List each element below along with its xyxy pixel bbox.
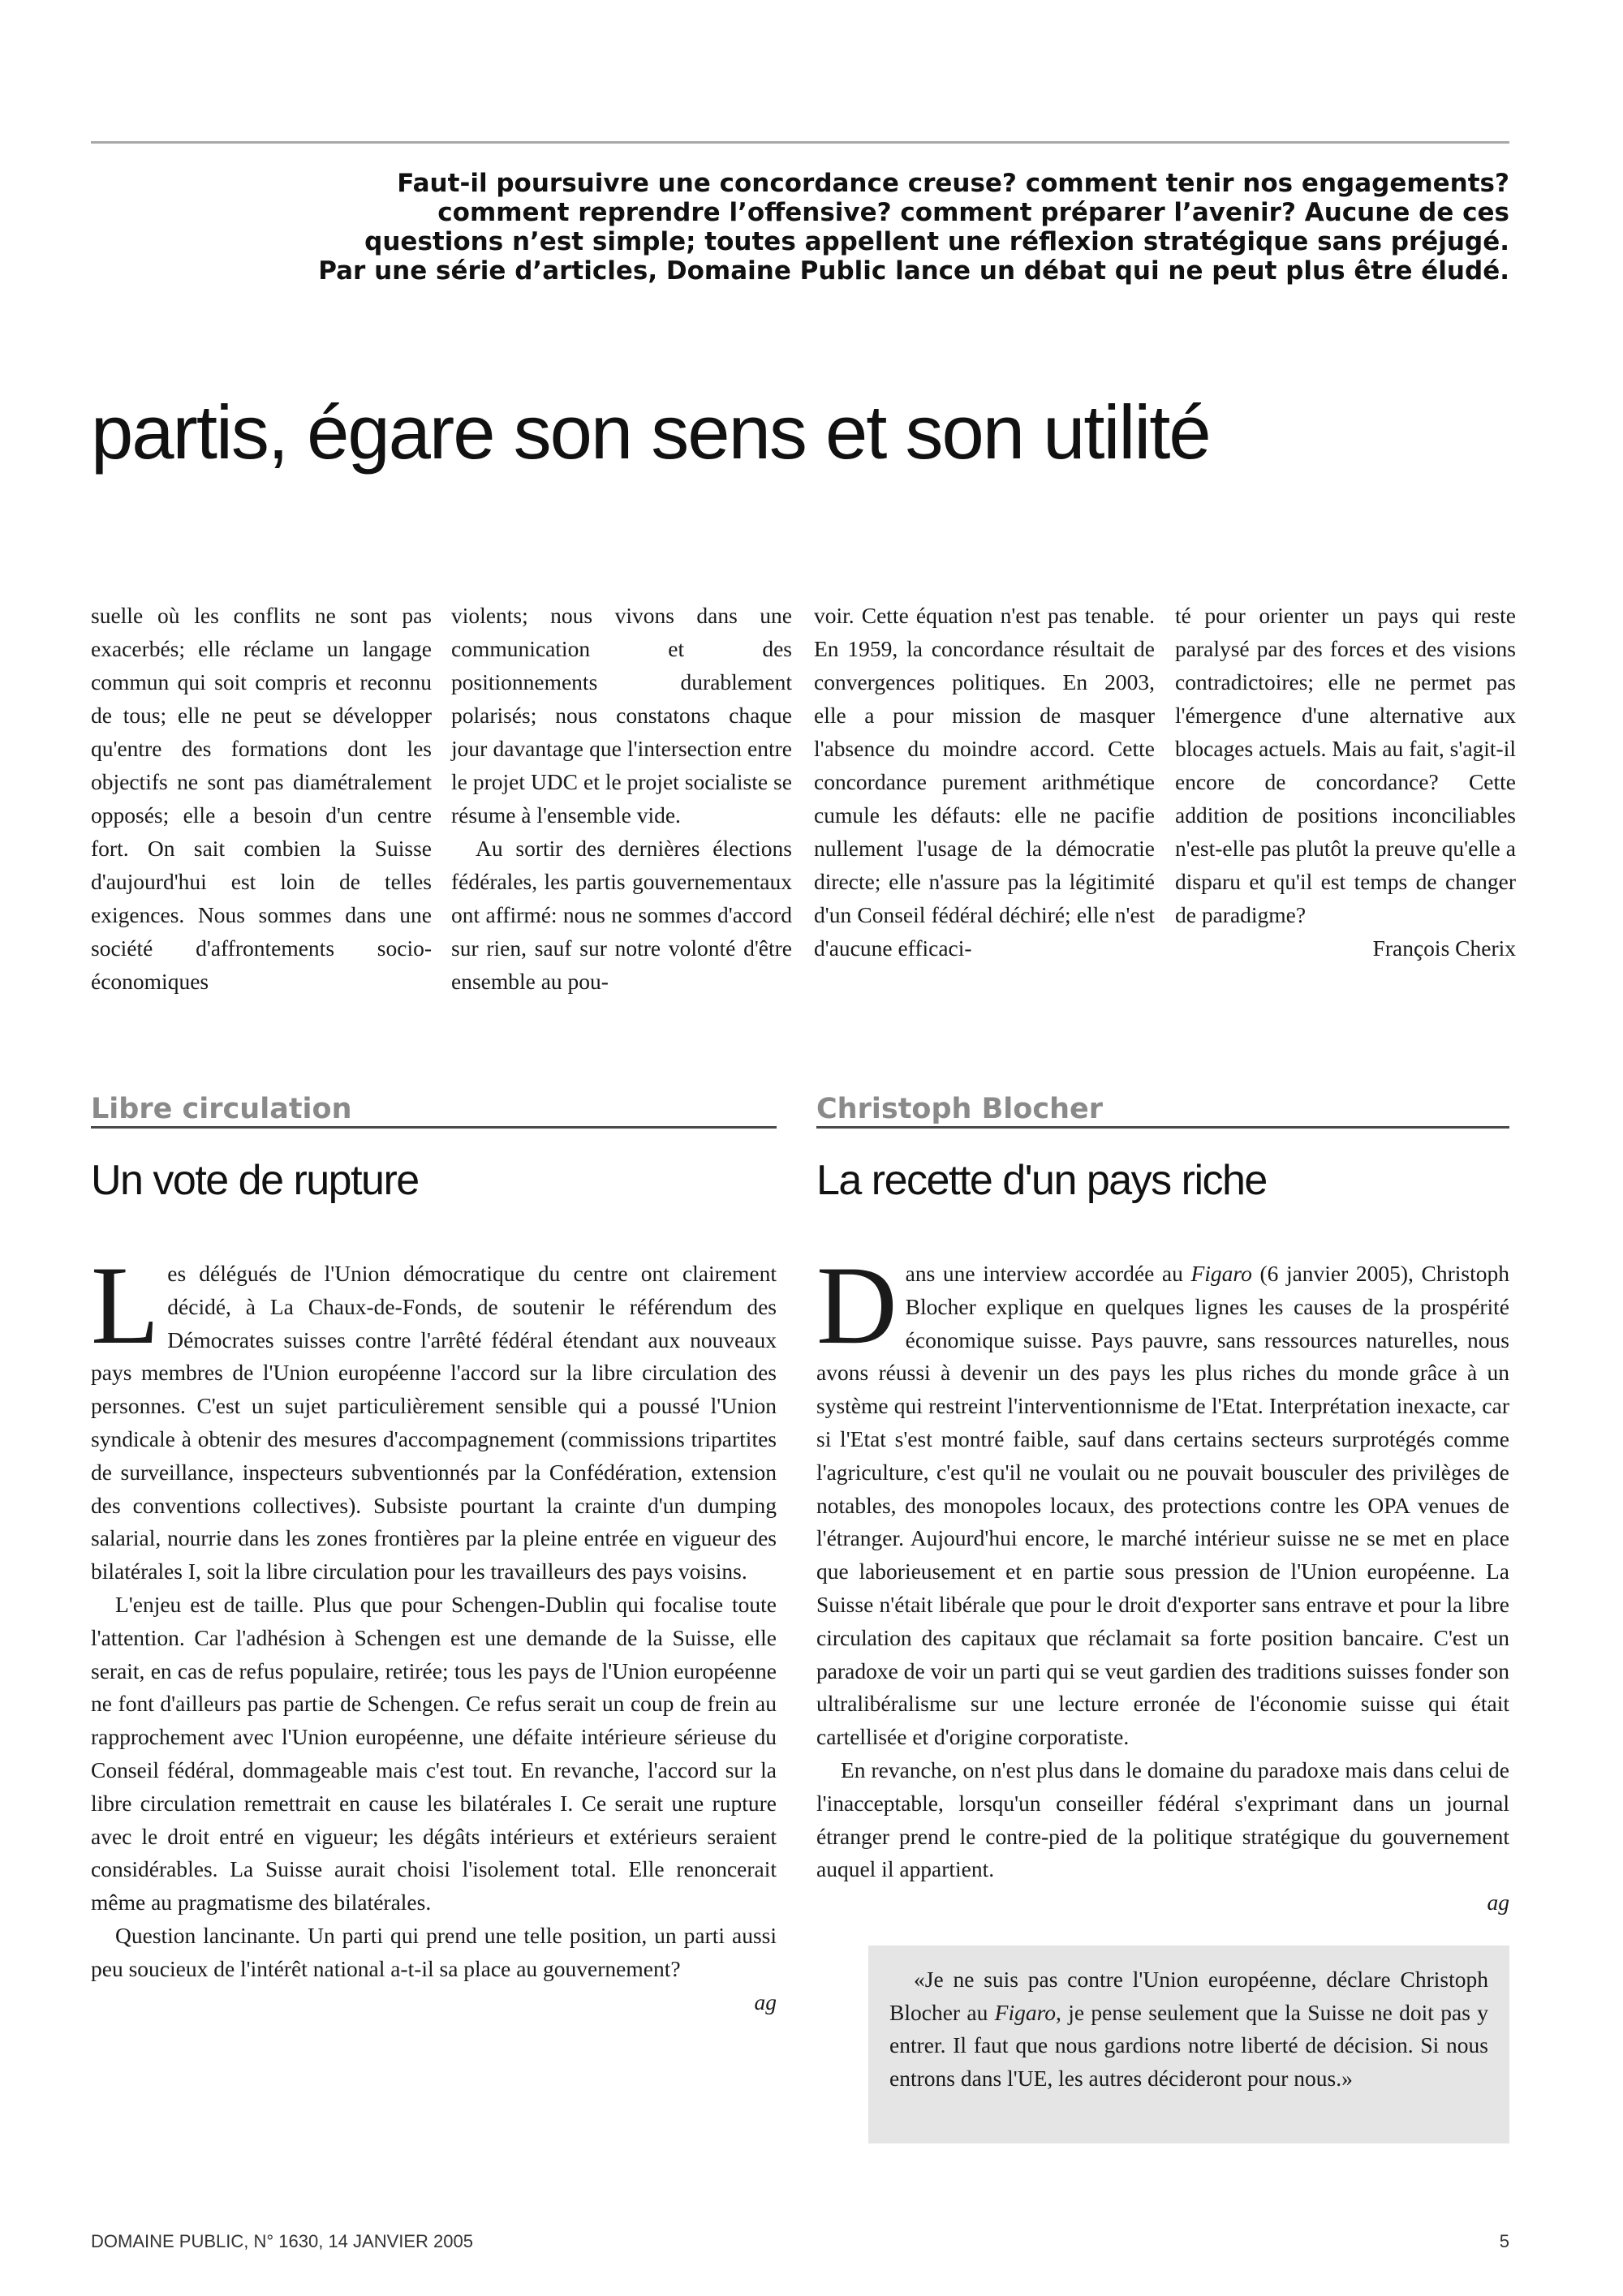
- intro-line: Faut-il poursuivre une concordance creuse? comment tenir nos engagements?: [397, 169, 1509, 198]
- section-kicker-right: Christoph Blocher: [816, 1094, 1509, 1129]
- paragraph: suelle où les conflits ne sont pas exacerbés; elle réclame un langage commun qui soit compris et reconnu de tous; elle ne peut se développer qu'entre des formations dont les objectifs ne sont pas diamétralement opposés; elle a besoin d'un centre fort. On sait combien la Suisse d'aujourd'hui est loin de telles exigences. Nous sommes dans une société d'affrontements socio-économiques: [91, 603, 432, 994]
- top-article-column-4: [1175, 599, 1516, 965]
- paragraph: Question lancinante. Un parti qui prend une telle position, un parti aussi peu soucieux de l'intérêt national a-t-il sa place au gouvernement?: [91, 1922, 777, 1981]
- paragraph: Au sortir des dernières élections fédérales, les partis gouvernementaux ont affirmé: nous ne sommes d'accord sur rien, sauf sur notre volonté d'être ensemble au pou-: [451, 836, 792, 994]
- drop-cap: D: [816, 1243, 898, 1367]
- section-kicker-left: Libre circulation: [91, 1094, 777, 1129]
- author-signature: François Cherix: [1372, 935, 1516, 961]
- paragraph: Les délégués de l'Union démocratique du centre ont clairement décidé, à La Chaux-de-Fonds, de soutenir le référendum des Démocrates suisses contre l'arrêté fédéral étendant aux nouveaux pays membres de l'Union européenne l'accord sur la libre circulation des personnes. C'est un sujet particulièrement sensible qui a poussé l'Union syndicale à obtenir des mesures d'accompagnement (commissions tripartites de surveillance, inspecteurs subventionnés par la Confédération, extension des conventions collectives). Subsiste pourtant la crainte d'un dumping salarial, nourrie dans les zones frontières par la pleine entrée en vigueur des bilatérales I, soit la libre circulation pour les travailleurs des pays voisins.: [91, 1243, 777, 1584]
- paragraph: L'enjeu est de taille. Plus que pour Schengen-Dublin qui focalise toute l'attention. Car l'adhésion à Schengen est une demande de la Suisse, elle serait, en cas de refus populaire, retirée; tous les pays de l'Union européenne ne font d'ailleurs pas partie de Schengen. Ce refus serait un coup de frein au rapprochement avec l'Union européenne, une défaite intérieure sérieuse du Conseil fédéral, dommageable mais c'est tout. En revanche, l'accord sur la libre circulation remettrait en cause les bilatérales I. Ce serait une rupture avec le droit entré en vigueur; les dégâts intérieurs et extérieurs seraient considérables. La Suisse aurait choisi l'isolement total. Elle renoncerait même au pragmatisme des bilatérales.: [91, 1591, 777, 1915]
- paragraph: Dans une interview accordée au Figaro (6 janvier 2005), Christoph Blocher explique en quelques lignes les causes de la prospérité économique suisse. Pays pauvre, sans ressources naturelles, nous avons réussi à devenir un des pays les plus riches du monde grâce à un système qui restreint l'interventionnisme de l'Etat. Interprétation inexacte, car si l'Etat s'est montré faible, sauf dans certains secteurs surprotégés comme l'agriculture, c'est qu'il ne voulait ou ne pouvait bousculer des privilèges de notables, des monopoles locaux, des protections contre les OPA venues de l'étranger. Aujourd'hui encore, le marché intérieur suisse ne se met en place que laborieusement et en partie sous pression de l'Union européenne. La Suisse n'était libérale que pour le droit d'exporter sans entrave et pour la libre circulation des capitaux que réclamait sa forte position bancaire. C'est un paradoxe de voir un parti qui se veut gardien des traditions suisses fonder son ultralibéralisme sur une lecture erronée de l'économie suisse qui était cartellisée et d'origine corporatiste.: [816, 1243, 1509, 1750]
- series-intro: [91, 169, 1509, 286]
- drop-cap: L: [91, 1243, 160, 1367]
- top-article-column-3: [814, 599, 1155, 965]
- article-title-right: La recette d'un pays riche: [816, 1157, 1267, 1204]
- article-right-body: [816, 1243, 1509, 1920]
- paragraph: En revanche, on n'est plus dans le domaine du paradoxe mais dans celui de l'inacceptable, lorsqu'un conseiller fédéral s'exprimant dans un journal étranger prend le contre-pied de la politique stratégique du gouvernement auquel il appartient.: [816, 1756, 1509, 1882]
- article-left-body: [91, 1243, 777, 2019]
- author-signature: ag: [1487, 1890, 1509, 1915]
- top-rule: [91, 141, 1509, 144]
- article-title-left: Un vote de rupture: [91, 1157, 419, 1204]
- paragraph: violents; nous vivons dans une communication et des positionnements durablement polarisés; nous constatons chaque jour davantage que l'intersection entre le projet UDC et le projet socialiste se résume à l'ensemble vide.: [451, 603, 792, 828]
- intro-line: comment reprendre l’offensive? comment préparer l’avenir? Aucune de ces: [437, 198, 1509, 227]
- page-number: 5: [1499, 2231, 1509, 2251]
- intro-line: questions n’est simple; toutes appellent une réflexion stratégique sans préjugé.: [364, 227, 1509, 256]
- paragraph: té pour orienter un pays qui reste paralysé par des forces et des visions contradictoires; elle ne permet pas l'émergence d'une alternative aux blocages actuels. Mais au fait, s'agit-il encore de concordance? Cette addition de positions inconciliables n'est-elle pas plutôt la preuve qu'elle a disparu et qu'il est temps de changer de paradigme?: [1175, 603, 1516, 927]
- intro-line: Par une série d’articles, Domaine Public lance un débat qui ne peut plus être éludé.: [318, 256, 1509, 286]
- quote-text: «Je ne suis pas contre l'Union européenne, déclare Christoph Blocher au Figaro, je pense seulement que la Suisse ne doit pas y entrer. Il faut que nous gardions notre liberté de décision. Si nous entrons dans l'UE, les autres décideront pour nous.»: [889, 1967, 1488, 2091]
- paragraph: voir. Cette équation n'est pas tenable. En 1959, la concordance résultait de convergences politiques. En 2003, elle a pour mission de masquer l'absence du moindre accord. Cette concordance purement arithmétique cumule les défauts: elle ne pacifie nullement l'usage de la démocratie directe; elle n'assure pas la légitimité d'un Conseil fédéral déchiré; elle n'est d'aucune efficaci-: [814, 603, 1155, 961]
- author-signature: ag: [754, 1989, 777, 2014]
- pull-quote: [868, 1946, 1509, 2143]
- page-headline: partis, égare son sens et son utilité: [91, 389, 1210, 475]
- top-article-column-2: [451, 599, 792, 998]
- top-article-column-1: [91, 599, 432, 998]
- footer-publication: DOMAINE PUBLIC, N° 1630, 14 JANVIER 2005: [91, 2231, 473, 2251]
